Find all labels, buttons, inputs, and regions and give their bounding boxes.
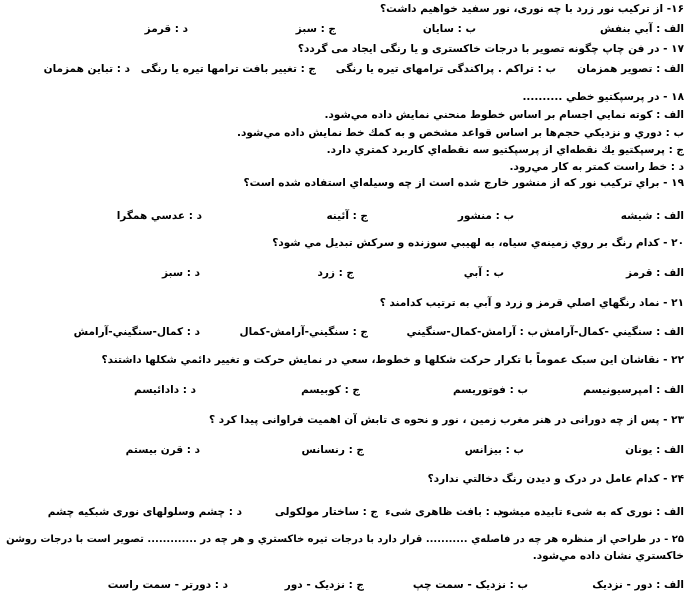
q24-option-c: ج : ساختار مولکولی bbox=[274, 506, 378, 518]
q16-question: ۱۶- از ترکیب نور زرد با چه نوری، نور سفید خواهیم داشت؟ bbox=[380, 3, 684, 15]
q16-option-d: د : قرمز bbox=[144, 23, 188, 35]
q24-options bbox=[10, 505, 684, 519]
q20-option-c: ج : زرد bbox=[317, 267, 354, 279]
q23-option-a: الف : یونان bbox=[625, 444, 684, 456]
q18-question: ۱۸ - در پرسپکتیو خطي .......... bbox=[522, 91, 684, 103]
q23-question: ۲۳ - پس از چه دورانی در هنر مغرب زمین ، نور و نحوه ی تابش آن اهمیت فراوانی پیدا کرد ؟ bbox=[208, 414, 684, 426]
q21-option-b: ب : آرامش-کمال-سنگیني bbox=[406, 326, 538, 338]
q24-option-a: الف : نوری که به شیء تابیده میشود. bbox=[493, 506, 684, 518]
q19-option-b: ب : منشور bbox=[457, 210, 514, 222]
q25-option-c: ج : نزدیک - دور bbox=[284, 579, 364, 591]
q19-option-c: ج : آئینه bbox=[326, 210, 368, 222]
q23-option-d: د : قرن بیستم bbox=[125, 444, 200, 456]
q25-options bbox=[10, 578, 684, 592]
q25-option-b: ب : نزدیک - سمت چپ bbox=[412, 579, 528, 591]
q24-option-b: ب : بافت ظاهری شیء bbox=[385, 506, 504, 518]
q17-option-a: الف : تصویر همزمان bbox=[577, 63, 684, 75]
q18-option-a: الف : کوته نمایي اجسام بر اساس خطوط منحني نمایش داده مي‌شود. bbox=[324, 109, 684, 121]
q20-question: ۲۰ - کدام رنگ بر روي زمینه‌ي سیاه، به لهیبي سوزنده و سرکش تبدیل مي شود؟ bbox=[272, 237, 684, 249]
q17-question: ۱۷ - در فن چاپ چگونه تصویر با درجات خاکستری و یا رنگی ایجاد می گردد؟ bbox=[297, 43, 684, 55]
q25-question-line2: خاکستري نشان داده مي‌شود. bbox=[532, 550, 684, 562]
q22-option-c: ج : کوبیسم bbox=[301, 384, 360, 396]
q22-options bbox=[10, 383, 684, 397]
q19-option-d: د : عدسي همگرا bbox=[116, 210, 202, 222]
q24-question: ۲۴ - کدام عامل در درک و دیدن رنگ دخالتي ندارد؟ bbox=[427, 473, 684, 485]
q20-option-a: الف : قرمز bbox=[626, 267, 684, 279]
q21-option-c: ج : سنگیني-آرامش-کمال bbox=[239, 326, 368, 338]
q22-option-d: د : دادائیسم bbox=[133, 384, 196, 396]
q19-options bbox=[10, 209, 684, 223]
q17-option-c: ج : تغییر بافت ترامها تیره یا رنگی bbox=[140, 63, 316, 75]
q19-question: ۱۹ - براي ترکیب نور که از منشور خارج شده است از چه وسیله‌اي استفاده شده است؟ bbox=[243, 177, 684, 189]
q16-options bbox=[10, 22, 684, 36]
q16-option-c: ج : سبز bbox=[295, 23, 336, 35]
q20-option-b: ب : آبي bbox=[463, 267, 504, 279]
q23-option-b: ب : بیزانس bbox=[464, 444, 524, 456]
q18-option-b: ب : دوري و نزدیکي حجم‌ها بر اساس قواعد مشخص و به کمك خط نمایش داده مي‌شود. bbox=[237, 127, 684, 139]
q20-options bbox=[10, 266, 684, 280]
q21-options bbox=[10, 325, 684, 339]
q22-option-b: ب : فوتوریسم bbox=[453, 384, 528, 396]
q23-options bbox=[10, 443, 684, 457]
q23-option-c: ج : رنسانس bbox=[301, 444, 364, 456]
q17-option-b: ب : تراکم . پراکندگی ترامهای تیره یا رنگی bbox=[335, 63, 556, 75]
q21-option-a: الف : سنگیني -کمال-آرامش bbox=[539, 326, 684, 338]
q18-option-d: د : خط راست کمتر به کار مي‌رود. bbox=[509, 161, 684, 173]
q21-option-d: د : کمال-سنگیني-آرامش bbox=[73, 326, 200, 338]
q21-question: ۲۱ - نماد رنگهاي اصلي قرمز و زرد و آبي به ترتیب کدامند ؟ bbox=[379, 297, 684, 309]
q25-question-line1: ۲۵ - در طراحي از منظره هر چه در فاصله‌ي ........... قرار دارد با درجات تیره خاکستري و هر چه در ............. تصویر است با درجات روشن bbox=[6, 534, 684, 545]
q24-option-d: د : چشم وسلولهای نوری شبکیه چشم bbox=[47, 506, 242, 518]
q20-option-d: د : سبز bbox=[161, 267, 200, 279]
q25-option-a: الف : دور - نزدیک bbox=[592, 579, 684, 591]
q16-option-b: ب : سایان bbox=[422, 23, 476, 35]
q18-option-c: ج : پرسپکتیو یك نقطه‌اي از پرسپکتیو سه نقطه‌اي کاربرد کمتري دارد. bbox=[326, 144, 684, 156]
q19-option-a: الف : شیشه bbox=[620, 210, 684, 222]
q22-question: ۲۲ - نقاشان این سبک عموماً با تکرار حرکت شکلها و خطوط، سعي در نمایش حرکت و تغییر دائمي شکلها داشتند؟ bbox=[101, 354, 684, 366]
q17-options bbox=[10, 62, 684, 76]
q25-option-d: د : دورتر - سمت راست bbox=[107, 579, 228, 591]
q22-option-a: الف : امپرسیونیسم bbox=[583, 384, 684, 396]
q17-option-d: د : تباین همزمان bbox=[43, 63, 130, 75]
q16-option-a: الف : آبي بنفش bbox=[599, 23, 684, 35]
